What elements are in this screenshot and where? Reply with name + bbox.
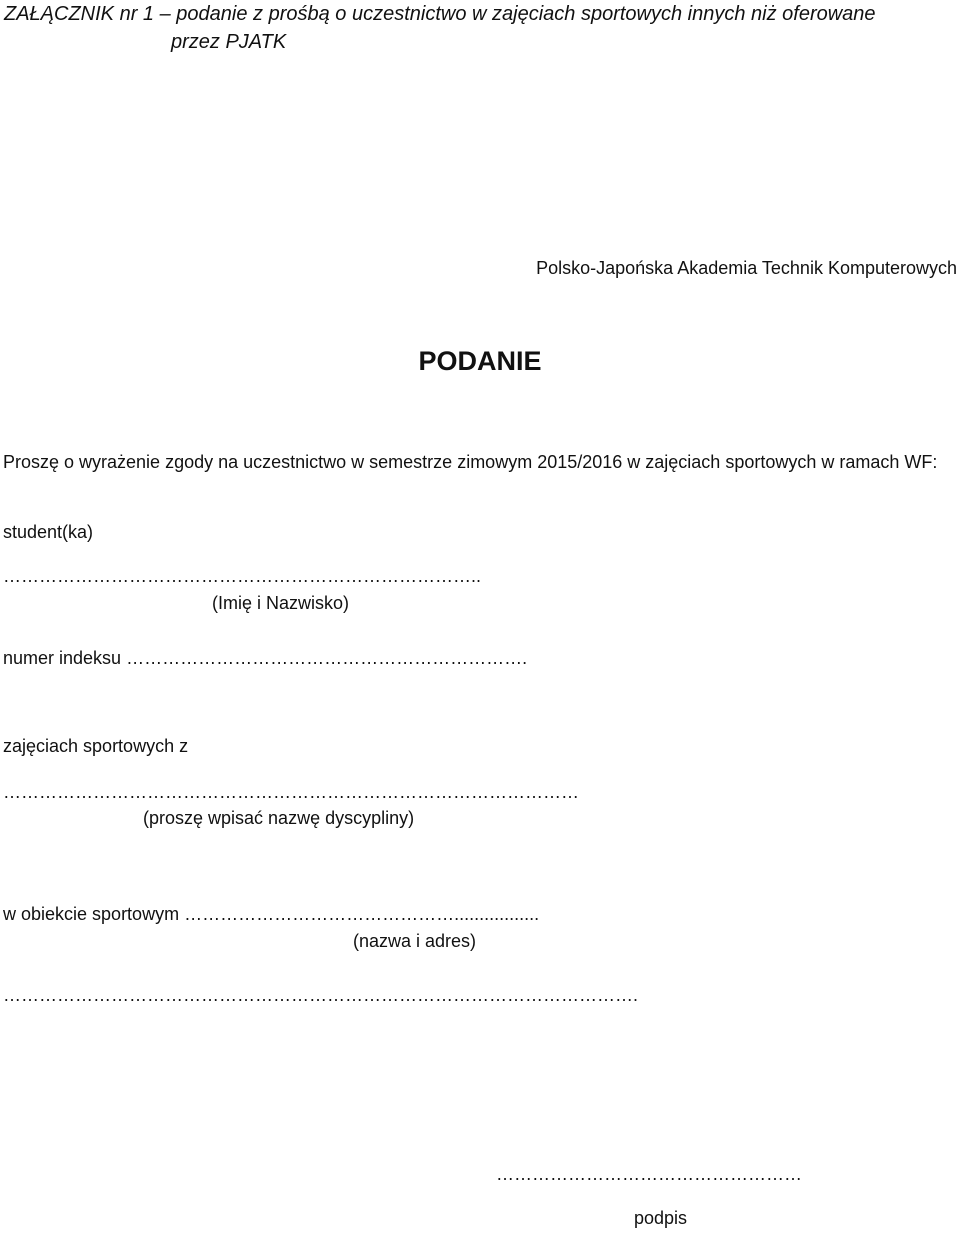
student-name-field[interactable]: …………………………………………………………………….. xyxy=(3,566,482,586)
student-label: student(ka) xyxy=(3,522,94,542)
facility-field[interactable]: w obiekcie sportowym ………………………………………................. xyxy=(3,904,540,924)
request-text: Proszę o wyrażenie zgody na uczestnictwo w semestrze zimowym 2015/2016 w zajęciach sportowych w ramach WF: xyxy=(3,452,938,472)
facility-address-field[interactable]: ……………………………………………………………………………………………. xyxy=(3,985,639,1005)
discipline-caption: (proszę wpisać nazwę dyscypliny) xyxy=(143,808,415,828)
header-line-2: przez PJATK xyxy=(171,31,287,53)
facility-caption: (nazwa i adres) xyxy=(353,931,477,951)
attachment-header xyxy=(4,0,954,56)
document-title: PODANIE xyxy=(418,346,542,376)
discipline-label: zajęciach sportowych z xyxy=(3,736,189,756)
discipline-field[interactable]: …………………………………………………………………………………… xyxy=(3,782,579,802)
signature-field[interactable]: …………………………………………… xyxy=(496,1164,802,1184)
header-line-1: ZAŁĄCZNIK nr 1 – podanie z prośbą o uczestnictwo w zajęciach sportowych innych niż oferowane xyxy=(4,3,876,25)
student-name-caption: (Imię i Nazwisko) xyxy=(212,593,350,613)
signature-label: podpis xyxy=(634,1208,688,1228)
institution-name: Polsko-Japońska Akademia Technik Komputerowych xyxy=(536,258,957,278)
index-number-field[interactable]: numer indeksu …………………………………………………………. xyxy=(3,648,528,668)
